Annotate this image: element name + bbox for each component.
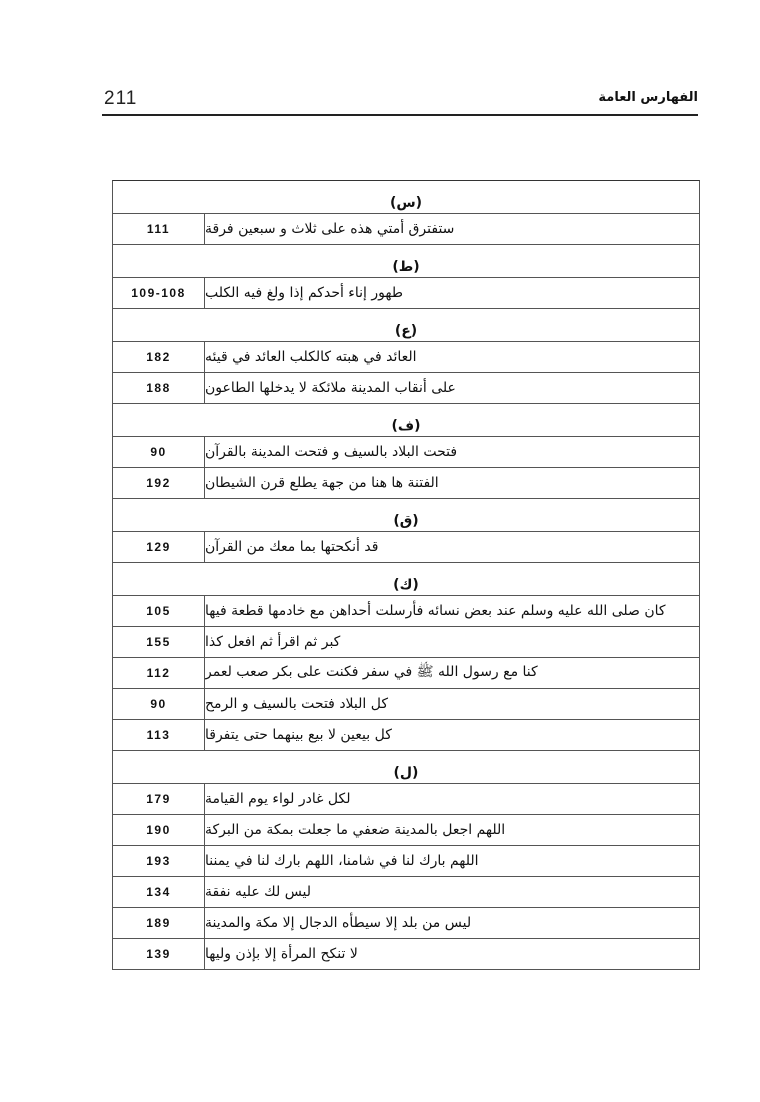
- entry-page-number: 179: [113, 784, 205, 814]
- section-letter: (ق): [393, 513, 419, 529]
- entry-page-number: 192: [113, 468, 205, 498]
- entry-hadith-text: [205, 627, 699, 657]
- entry-page-number: 111: [113, 214, 205, 244]
- index-entry-row: [113, 689, 699, 720]
- entry-page-number: 90: [113, 689, 205, 719]
- entry-page-number: 155: [113, 627, 205, 657]
- entry-hadith-text-label: كان صلى الله عليه وسلم عند بعض نسائه فأرسلت أحداهن مع خادمها قطعة فيها: [205, 603, 666, 619]
- index-entry-row: [113, 877, 699, 908]
- section-letter: (ك): [393, 577, 419, 593]
- section-header-row: [113, 404, 699, 437]
- entry-hadith-text: [205, 908, 699, 938]
- section-header-row: [113, 751, 699, 784]
- entry-hadith-text-label: ليس لك عليه نفقة: [205, 884, 312, 900]
- index-entry-row: [113, 468, 699, 499]
- index-entry-row: [113, 908, 699, 939]
- entry-page-number: 182: [113, 342, 205, 372]
- index-entry-row: [113, 373, 699, 404]
- header-rule: [102, 114, 698, 116]
- section-header-row: [113, 563, 699, 596]
- entry-page-number: 188: [113, 373, 205, 403]
- entry-page-number: 109-108: [113, 278, 205, 308]
- entry-hadith-text-label: كبر ثم اقرأ ثم افعل كذا: [205, 634, 341, 650]
- entry-hadith-text-label: على أنقاب المدينة ملائكة لا يدخلها الطاعون: [205, 380, 456, 396]
- index-entry-row: [113, 214, 699, 245]
- index-entry-row: [113, 532, 699, 563]
- index-entry-row: [113, 784, 699, 815]
- entry-hadith-text: [205, 658, 699, 688]
- entry-hadith-text-label: كل بيعين لا بيع بينهما حتى يتفرقا: [205, 727, 392, 743]
- section-letter: (س): [389, 195, 423, 211]
- entry-hadith-text: [205, 342, 699, 372]
- entry-hadith-text-label: الفتنة ها هنا من جهة يطلع قرن الشيطان: [205, 475, 439, 491]
- entry-hadith-text: [205, 468, 699, 498]
- entry-page-number: 190: [113, 815, 205, 845]
- entry-hadith-text-label: لا تنكح المرأة إلا بإذن وليها: [205, 946, 358, 962]
- entry-hadith-text-label: لكل غادر لواء يوم القيامة: [205, 791, 351, 807]
- entry-page-number: 129: [113, 532, 205, 562]
- index-entry-row: [113, 627, 699, 658]
- entry-hadith-text-label: اللهم بارك لنا في شامنا، اللهم بارك لنا في يمننا: [205, 853, 479, 869]
- section-letter: (ع): [394, 323, 418, 339]
- entry-hadith-text-label: طهور إناء أحدكم إذا ولغ فيه الكلب: [205, 285, 403, 301]
- entry-hadith-text: [205, 437, 699, 467]
- entry-hadith-text: [205, 596, 699, 626]
- index-entry-row: [113, 658, 699, 689]
- entry-page-number: 90: [113, 437, 205, 467]
- entry-page-number: 193: [113, 846, 205, 876]
- entry-hadith-text-label: كنا مع رسول الله ﷺ في سفر فكنت على بكر صعب لعمر: [205, 664, 538, 680]
- entry-hadith-text-label: قد أنكحتها بما معك من القرآن: [205, 539, 379, 555]
- entry-page-number: 189: [113, 908, 205, 938]
- running-header-title: الفهارس العامة: [598, 90, 698, 105]
- index-entry-row: [113, 939, 699, 970]
- page-header: [104, 88, 698, 114]
- section-letter: (ل): [393, 765, 419, 781]
- entry-hadith-text: [205, 373, 699, 403]
- entry-hadith-text: [205, 689, 699, 719]
- index-entry-row: [113, 278, 699, 309]
- entry-hadith-text-label: اللهم اجعل بالمدينة ضعفي ما جعلت بمكة من البركة: [205, 822, 506, 838]
- page-number: 211: [104, 88, 138, 109]
- entry-hadith-text: [205, 877, 699, 907]
- section-header-row: [113, 499, 699, 532]
- entry-page-number: 112: [113, 658, 205, 688]
- section-header-row: [113, 309, 699, 342]
- entry-hadith-text: [205, 846, 699, 876]
- index-entry-row: [113, 596, 699, 627]
- index-entry-row: [113, 815, 699, 846]
- entry-hadith-text-label: كل البلاد فتحت بالسيف و الرمح: [205, 696, 388, 712]
- entry-hadith-text-label: فتحت البلاد بالسيف و فتحت المدينة بالقرآن: [205, 444, 458, 460]
- hadith-index-table: [112, 180, 700, 970]
- index-entry-row: [113, 720, 699, 751]
- entry-page-number: 113: [113, 720, 205, 750]
- entry-hadith-text: [205, 720, 699, 750]
- index-entry-row: [113, 846, 699, 877]
- section-letter: (ط): [392, 259, 420, 275]
- entry-hadith-text-label: ستفترق أمتي هذه على ثلاث و سبعين فرقة: [205, 221, 455, 237]
- index-entry-row: [113, 342, 699, 373]
- index-entry-row: [113, 437, 699, 468]
- entry-hadith-text: [205, 815, 699, 845]
- entry-hadith-text: [205, 532, 699, 562]
- section-header-row: [113, 181, 699, 214]
- entry-hadith-text-label: العائد في هبته كالكلب العائد في قيئه: [205, 349, 417, 365]
- section-letter: (ف): [391, 418, 421, 434]
- entry-hadith-text: [205, 784, 699, 814]
- entry-hadith-text: [205, 939, 699, 969]
- entry-hadith-text-label: ليس من بلد إلا سيطأه الدجال إلا مكة والمدينة: [205, 915, 472, 931]
- entry-page-number: 105: [113, 596, 205, 626]
- entry-page-number: 134: [113, 877, 205, 907]
- entry-hadith-text: [205, 214, 699, 244]
- entry-page-number: 139: [113, 939, 205, 969]
- entry-hadith-text: [205, 278, 699, 308]
- section-header-row: [113, 245, 699, 278]
